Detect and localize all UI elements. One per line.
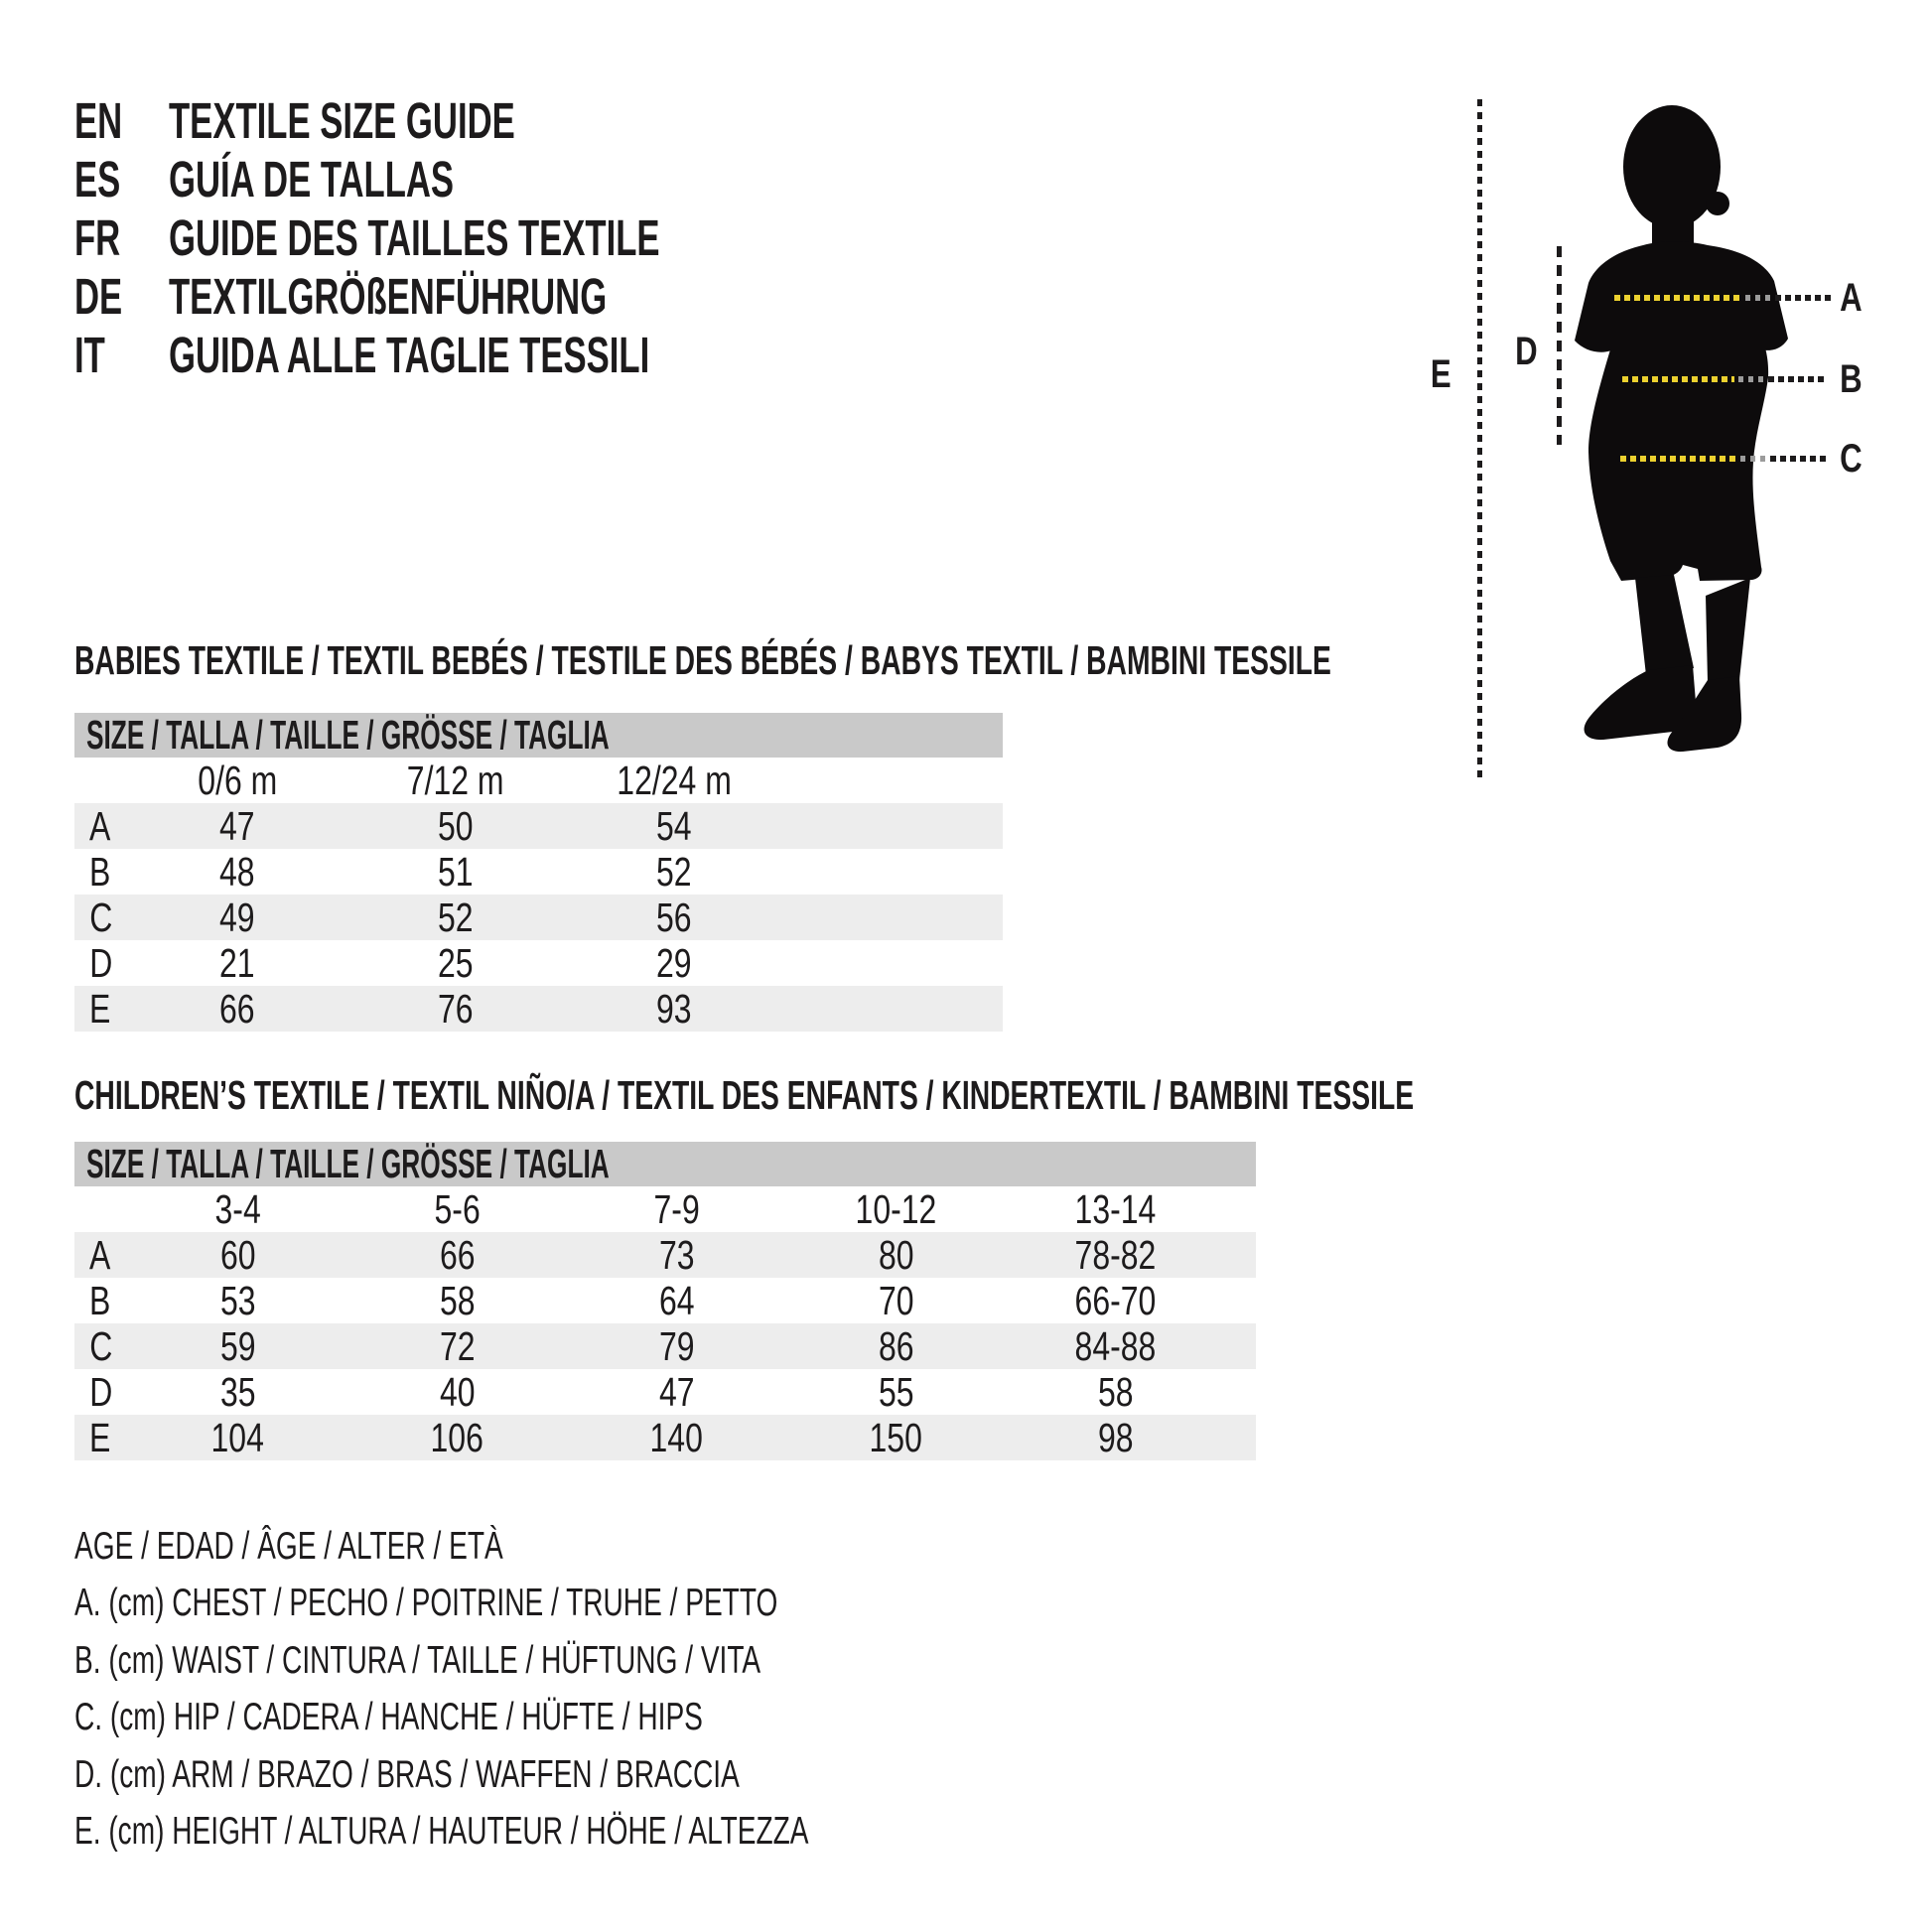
- table-cell: 55: [878, 1369, 914, 1415]
- row-label: B: [89, 849, 111, 895]
- table-cell: 51: [438, 849, 474, 895]
- language-row-fr: [74, 208, 891, 267]
- left-leg: [1635, 575, 1694, 675]
- column-header: 3-4: [214, 1186, 261, 1232]
- table-cell: 66-70: [1074, 1278, 1157, 1323]
- table-cell: 150: [869, 1415, 923, 1460]
- language-row-es: [74, 150, 891, 208]
- row-label: A: [89, 803, 111, 849]
- language-title: TEXTILE SIZE GUIDE: [169, 92, 515, 149]
- table-cell: 93: [656, 986, 692, 1032]
- label-c: C: [1840, 437, 1863, 481]
- hip-line-black: [1770, 456, 1826, 462]
- table-cell: 21: [219, 940, 255, 986]
- row-label: D: [89, 940, 113, 986]
- hip-line-fade: [1740, 456, 1766, 462]
- table-cell: 35: [219, 1369, 256, 1415]
- head: [1623, 105, 1721, 228]
- table-cell: 64: [658, 1278, 695, 1323]
- row-label: C: [89, 895, 113, 940]
- table-cell: 48: [219, 849, 255, 895]
- row-label: E: [89, 986, 111, 1032]
- legend-age: AGE / EDAD / ÂGE / ALTER / ETÀ: [74, 1524, 503, 1568]
- babies-size-table: [74, 713, 1003, 1032]
- babies-section-heading: BABIES TEXTILE / TEXTIL BEBÉS / TESTILE DES BÉBÉS / BABYS TEXTIL / BAMBINI TESSILE: [74, 637, 1331, 683]
- hip-line-yellow: [1620, 456, 1736, 462]
- size-header-band: SIZE / TALLA / TAILLE / GRÖSSE / TAGLIA: [74, 713, 1003, 758]
- table-cell: 59: [219, 1323, 256, 1369]
- language-row-de: [74, 267, 891, 326]
- chest-line-black: [1775, 295, 1831, 301]
- children-size-table: [74, 1142, 1256, 1460]
- row-label: A: [89, 1232, 111, 1278]
- legend-chest: A. (cm) CHEST / PECHO / POITRINE / TRUHE / PETTO: [74, 1582, 778, 1625]
- table-cell: 54: [656, 803, 692, 849]
- hair-flip: [1706, 192, 1729, 215]
- table-cell: 79: [658, 1323, 695, 1369]
- table-cell: 66: [439, 1232, 476, 1278]
- table-cell: 106: [430, 1415, 484, 1460]
- column-header: 5-6: [434, 1186, 481, 1232]
- table-cell: 78-82: [1074, 1232, 1157, 1278]
- chest-line-yellow: [1614, 295, 1741, 301]
- table-row: [74, 1369, 1256, 1415]
- language-row-it: [74, 326, 891, 384]
- language-code: EN: [74, 92, 123, 149]
- language-title: GUIDE DES TAILLES TEXTILE: [169, 209, 660, 266]
- table-cell: 140: [649, 1415, 704, 1460]
- table-row: [74, 803, 1003, 849]
- measurement-legend: [74, 1518, 1094, 1861]
- table-cell: 53: [219, 1278, 256, 1323]
- language-row-en: [74, 91, 891, 150]
- row-label: D: [89, 1369, 113, 1415]
- label-d: D: [1515, 330, 1538, 373]
- table-cell: 66: [219, 986, 255, 1032]
- legend-waist: B. (cm) WAIST / CINTURA / TAILLE / HÜFTUNG / VITA: [74, 1638, 761, 1682]
- language-code: DE: [74, 268, 123, 325]
- child-silhouette: [1549, 94, 1847, 789]
- table-row: [74, 849, 1003, 895]
- table-cell: 47: [219, 803, 255, 849]
- table-cell: 98: [1097, 1415, 1134, 1460]
- table-cell: 49: [219, 895, 255, 940]
- column-header: 0/6 m: [197, 758, 277, 803]
- size-header-band: SIZE / TALLA / TAILLE / GRÖSSE / TAGLIA: [74, 1142, 1256, 1186]
- table-cell: 84-88: [1074, 1323, 1157, 1369]
- column-header: 7-9: [653, 1186, 700, 1232]
- table-row: [74, 986, 1003, 1032]
- table-cell: 58: [1097, 1369, 1134, 1415]
- table-cell: 25: [438, 940, 474, 986]
- table-row: [74, 940, 1003, 986]
- waist-line-fade: [1738, 376, 1764, 382]
- label-e: E: [1430, 352, 1451, 396]
- table-cell: 29: [656, 940, 692, 986]
- language-title-list: [74, 91, 891, 384]
- column-header: 10-12: [855, 1186, 937, 1232]
- language-title: GUÍA DE TALLAS: [169, 151, 455, 207]
- table-cell: 52: [438, 895, 474, 940]
- label-b: B: [1840, 357, 1863, 401]
- table-cell: 47: [658, 1369, 695, 1415]
- waist-line-yellow: [1622, 376, 1734, 382]
- children-column-headers: [74, 1186, 1256, 1232]
- language-code: IT: [74, 327, 105, 383]
- table-cell: 104: [210, 1415, 265, 1460]
- table-cell: 52: [656, 849, 692, 895]
- language-code: ES: [74, 151, 121, 207]
- table-cell: 80: [878, 1232, 914, 1278]
- table-row: [74, 1323, 1256, 1369]
- legend-hip: C. (cm) HIP / CADERA / HANCHE / HÜFTE / HIPS: [74, 1696, 703, 1739]
- table-cell: 56: [656, 895, 692, 940]
- chest-line-fade: [1745, 295, 1771, 301]
- row-label: B: [89, 1278, 111, 1323]
- table-cell: 70: [878, 1278, 914, 1323]
- column-header: 13-14: [1074, 1186, 1157, 1232]
- language-code: FR: [74, 209, 121, 266]
- row-label: E: [89, 1415, 111, 1460]
- table-cell: 86: [878, 1323, 914, 1369]
- column-header: 12/24 m: [617, 758, 732, 803]
- waist-line-black: [1768, 376, 1824, 382]
- label-a: A: [1840, 276, 1863, 320]
- column-header: 7/12 m: [407, 758, 504, 803]
- table-row: [74, 1415, 1256, 1460]
- children-section-heading: CHILDREN’S TEXTILE / TEXTIL NIÑO/A / TEXTIL DES ENFANTS / KINDERTEXTIL / BAMBINI TESSILE: [74, 1072, 1415, 1118]
- row-label: C: [89, 1323, 113, 1369]
- table-cell: 76: [438, 986, 474, 1032]
- table-cell: 73: [658, 1232, 695, 1278]
- language-title: GUIDA ALLE TAGLIE TESSILI: [169, 327, 650, 383]
- table-row: [74, 1278, 1256, 1323]
- table-cell: 40: [439, 1369, 476, 1415]
- legend-height: E. (cm) HEIGHT / ALTURA / HAUTEUR / HÖHE / ALTEZZA: [74, 1810, 809, 1854]
- table-row: [74, 1232, 1256, 1278]
- table-cell: 72: [439, 1323, 476, 1369]
- torso-and-shorts: [1575, 241, 1788, 581]
- table-cell: 60: [219, 1232, 256, 1278]
- table-cell: 58: [439, 1278, 476, 1323]
- right-leg: [1706, 578, 1750, 682]
- legend-arm: D. (cm) ARM / BRAZO / BRAS / WAFFEN / BRACCIA: [74, 1752, 740, 1796]
- babies-column-headers: [74, 758, 1003, 803]
- table-cell: 50: [438, 803, 474, 849]
- table-row: [74, 895, 1003, 940]
- language-title: TEXTILGRÖßENFÜHRUNG: [169, 268, 608, 325]
